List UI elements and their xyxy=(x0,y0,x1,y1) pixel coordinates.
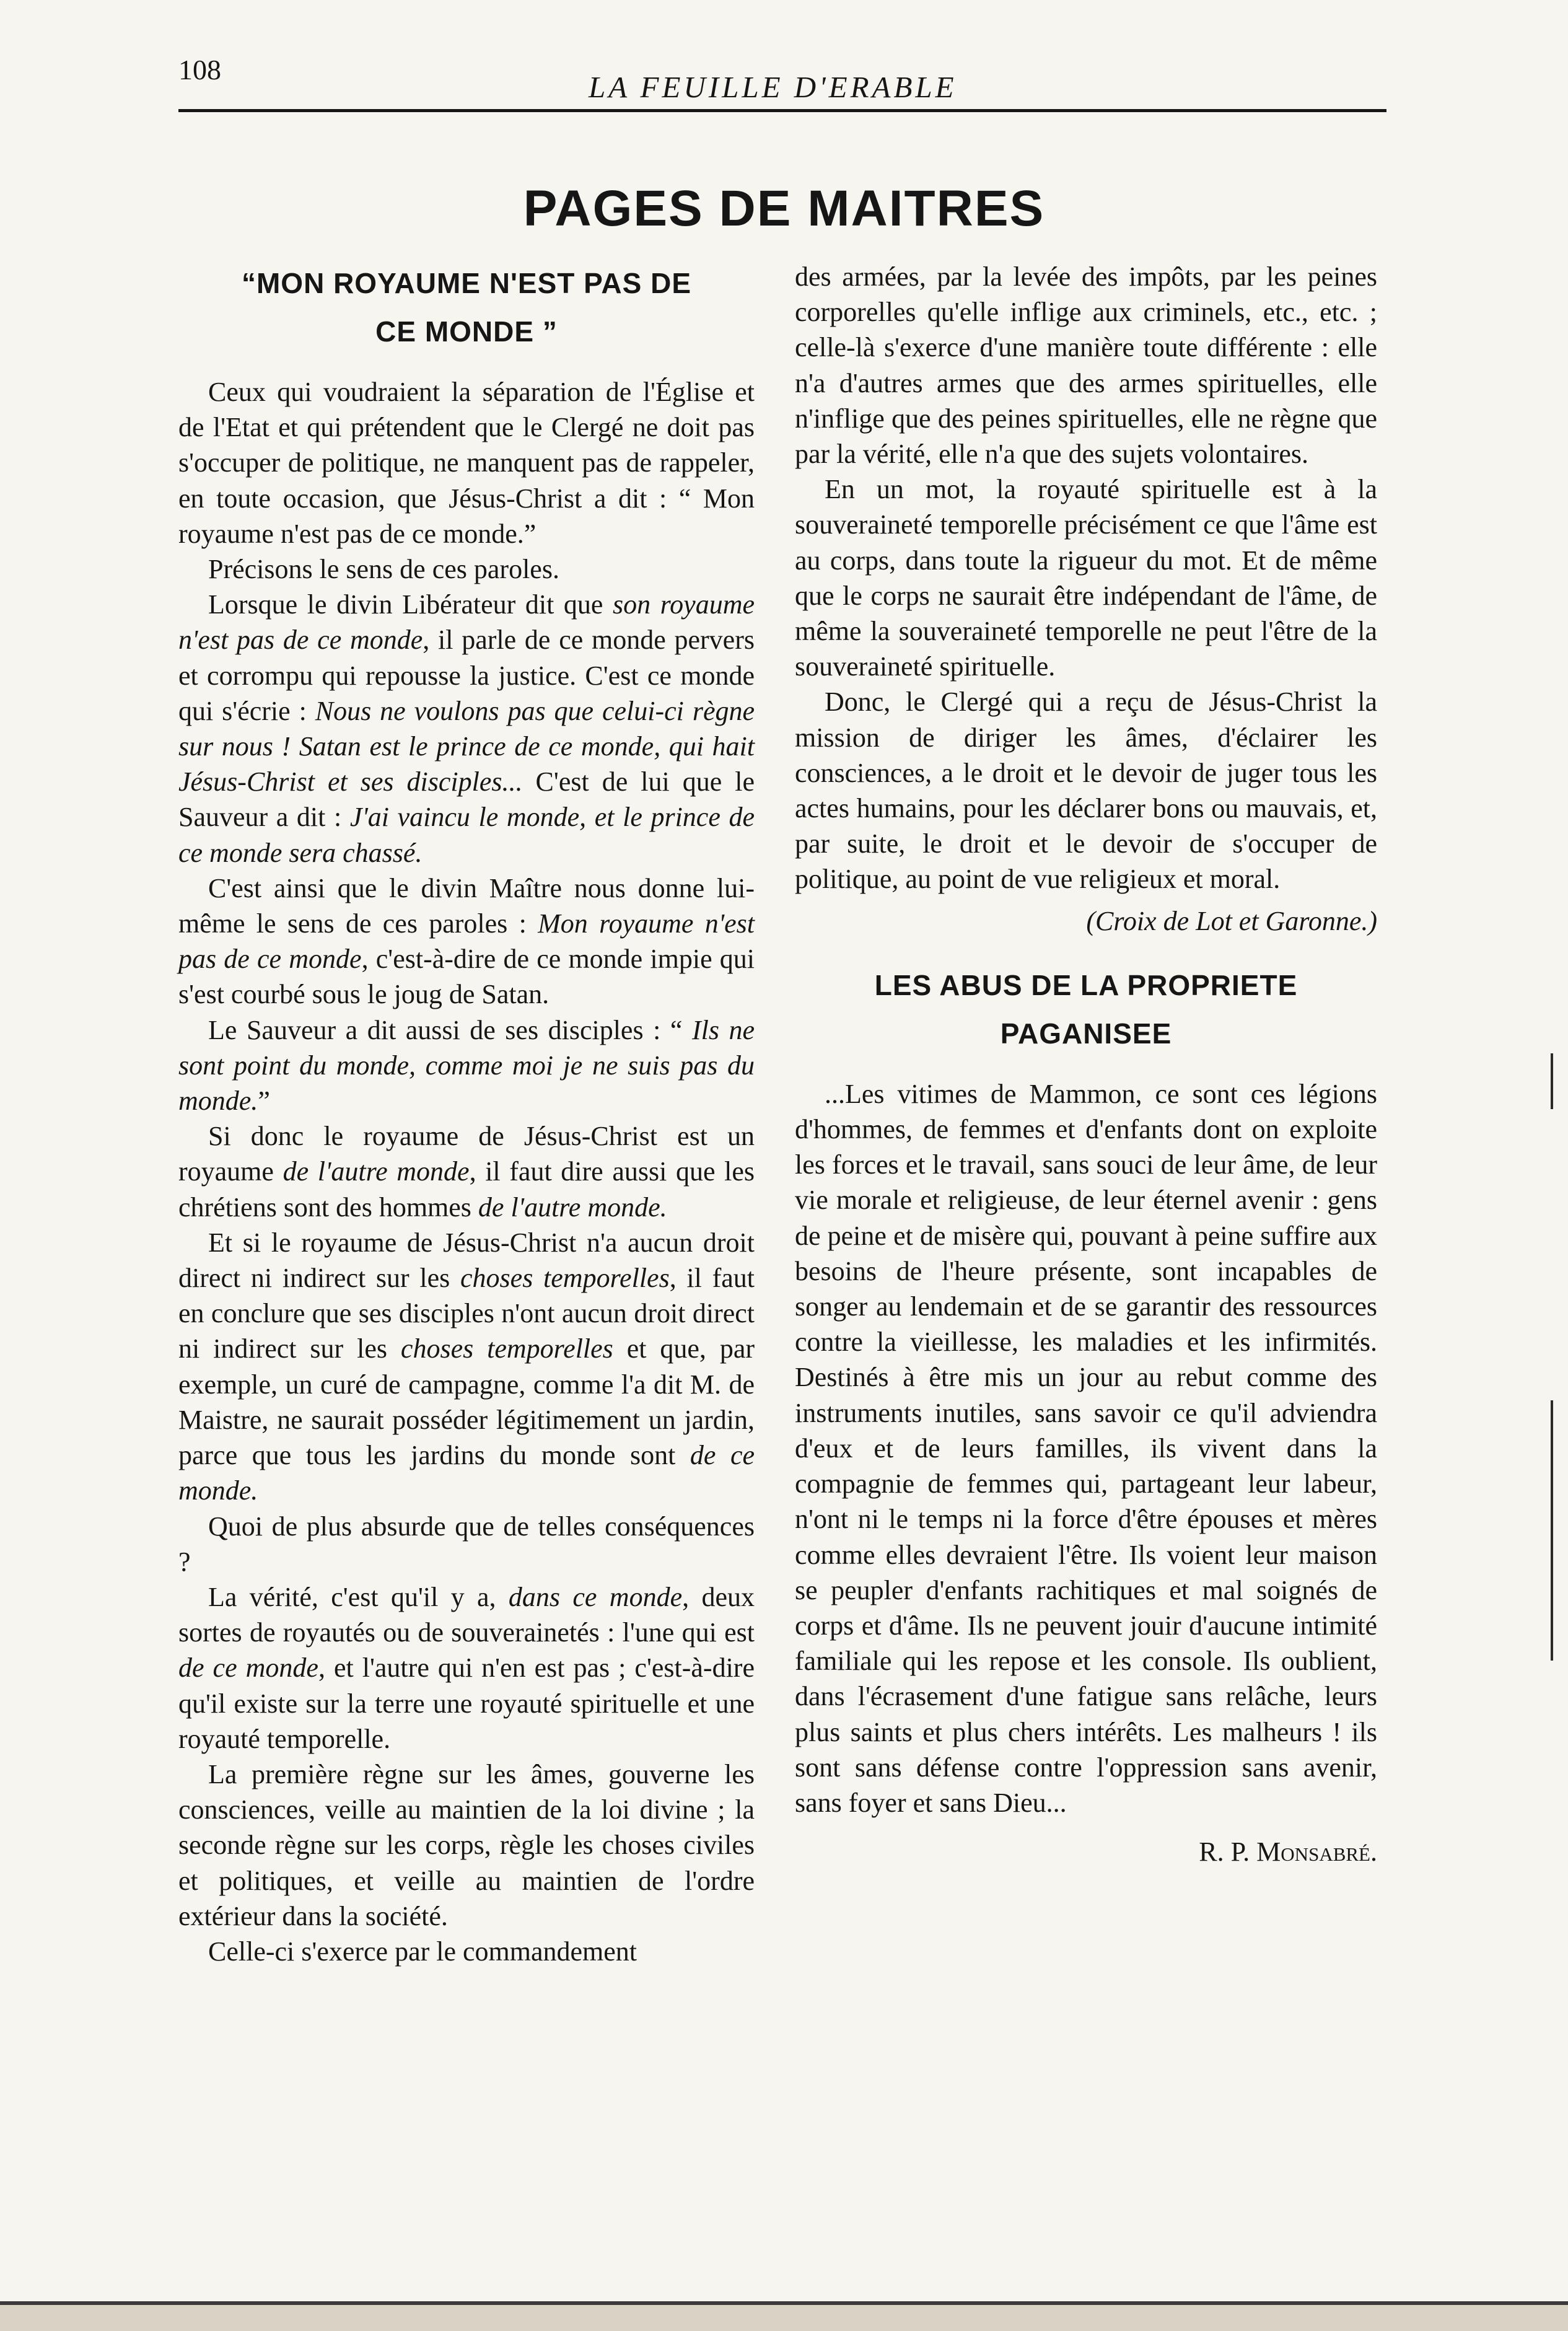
author-signature: R. P. Monsabré. xyxy=(1199,1837,1377,1868)
bottom-edge-strip xyxy=(0,2301,1568,2331)
text-run: ” xyxy=(258,1086,270,1117)
page-number: 108 xyxy=(178,54,221,86)
header-rule xyxy=(178,109,1386,112)
article-heading xyxy=(795,961,1377,1058)
article-heading-line1: LES ABUS DE LA PROPRIETE xyxy=(874,968,1298,1001)
text-run: , il faut en conclure que ses disciples n'ont aucun droit direct ni indirect sur les xyxy=(178,1263,755,1364)
italic-quote: Nous ne voulons pas que celui-ci règne sur nous ! Satan est le prince de ce monde, qui hait Jésus-Christ et ses disciples... xyxy=(178,695,755,797)
text-run: , c'est-à-dire de ce monde impie qui s'est courbé sous le joug de Satan. xyxy=(178,944,755,1010)
text-run: , et l'autre qui n'en est pas ; c'est-à-dire qu'il existe sur la terre une royauté spirituelle et une royauté temporelle. xyxy=(178,1653,755,1754)
paragraph: Celle-ci s'exerce par le commandement xyxy=(208,1936,637,1967)
text-run: et que, par exemple, un curé de campagne, comme l'a dit M. de Maistre, ne saurait posséder légitimement un jardin, parce que tous les jardins du monde sont xyxy=(178,1333,755,1471)
text-run: Et si le royaume de Jésus-Christ n'a aucun droit direct ni indirect sur les xyxy=(178,1227,755,1294)
paragraph xyxy=(178,1579,755,1757)
paragraph: Donc, le Clergé qui a reçu de Jésus-Christ la mission de diriger les âmes, d'éclairer les consciences, a le droit et le devoir de juger tous les actes humains, pour les déclarer bons ou mauvais, et, par suite, le droit et le devoir de s'occuper de politique, au point de vue religieux et moral. xyxy=(795,687,1377,895)
italic-quote: de ce monde xyxy=(178,1653,318,1683)
italic-quote: de l'autre monde. xyxy=(478,1192,667,1223)
italic-quote: choses temporelles xyxy=(460,1263,670,1294)
text-run: , il faut dire aussi que les chrétiens sont des hommes xyxy=(178,1156,755,1223)
paragraph xyxy=(178,871,755,1012)
italic-quote: de ce monde. xyxy=(178,1440,755,1506)
text-run: Si donc le royaume de Jésus-Christ est un royaume xyxy=(178,1121,755,1187)
text-run: C'est ainsi que le divin Maître nous donne lui-même le sens de ces paroles : xyxy=(178,872,755,939)
italic-quote: son royaume n'est pas de ce monde xyxy=(178,589,755,656)
text-run: La vérité, c'est qu'il y a, xyxy=(208,1581,509,1612)
page-title: PAGES DE MAITRES xyxy=(523,180,1045,237)
source-citation: (Croix de Lot et Garonne.) xyxy=(1086,905,1377,936)
article-heading-line2: CE MONDE ” xyxy=(375,315,558,348)
right-column xyxy=(795,259,1377,1869)
margin-mark xyxy=(1551,1053,1553,1109)
italic-quote: de l'autre monde xyxy=(283,1156,470,1187)
article-heading-line1: “MON ROYAUME N'EST PAS DE xyxy=(241,267,692,299)
paragraph: Précisons le sens de ces paroles. xyxy=(208,554,559,585)
italic-quote: dans ce monde xyxy=(508,1581,683,1612)
text-run: , deux sortes de royautés ou de souverainetés : l'une qui est xyxy=(178,1581,755,1648)
paragraph: ...Les vitimes de Mammon, ce sont ces légions d'hommes, de femmes et d'enfants dont on exploite les forces et le travail, sans souci de leur âme, de leur vie morale et religieuse, de leur éternel avenir : gens de peine et de misère qui, pouvant à peine suffire aux besoins de l'heure présente, sont incapables de songer au lendemain et de se garantir des ressources contre la vieillesse, les maladies et les infirmités. Destinés à être mis un jour au rebut comme des instruments inutiles, sans savoir ce qu'il adviendra d'eux et de leurs familles, ils vivent dans la compagnie de femmes qui, partageant leur labeur, n'ont ni le temps ni la force d'être épouses et mères comme elles devraient l'être. Ils voient leur maison se peupler d'enfants rachitiques et mal soignés de corps et d'âme. Ils ne peuvent jouir d'aucune intimité familiale qui les repose et les console. Ils oublient, dans l'écrasement d'une fatigue sans relâche, leurs plus saints et plus chers intérêts. Les malheurs ! ils sont sans défense contre l'oppression sans avenir, sans foyer et sans Dieu... xyxy=(795,1078,1377,1818)
paragraph: des armées, par la levée des impôts, par les peines corporelles qu'elle inflige aux criminels, etc., etc. ; celle-là s'exerce d'une manière toute différente : elle n'a d'autres armes que des armes spirituelles, elle n'inflige que des peines spirituelles, elle ne règne que par la vérité, elle n'a que des sujets volontaires. xyxy=(795,261,1377,470)
paragraph xyxy=(178,587,755,871)
margin-mark xyxy=(1551,1400,1553,1661)
left-column xyxy=(178,259,755,1969)
paragraph: En un mot, la royauté spirituelle est à la souveraineté temporelle précisément ce que l'âme est au corps, dans toute la rigueur du mot. Et de même que le corps ne saurait être indépendant de l'âme, de même la souveraineté temporelle ne peut l'être de la souveraineté spirituelle. xyxy=(795,474,1377,682)
italic-quote: choses temporelles xyxy=(400,1333,613,1364)
paragraph: Ceux qui voudraient la séparation de l'Église et de l'Etat et qui prétendent que le Clergé ne doit pas s'occuper de politique, ne manquent pas de rappeler, en toute occasion, que Jésus-Christ a dit : “ Mon royaume n'est pas de ce monde.” xyxy=(178,377,755,549)
text-run: Lorsque le divin Libérateur dit que xyxy=(208,589,613,620)
paragraph xyxy=(178,1225,755,1509)
paragraph xyxy=(178,1118,755,1225)
article-heading-line2: PAGANISEE xyxy=(1000,1017,1172,1050)
italic-quote: J'ai vaincu le monde, et le prince de ce monde sera chassé. xyxy=(178,802,755,868)
running-title: LA FEUILLE D'ERABLE xyxy=(589,70,957,104)
article-heading xyxy=(178,259,755,356)
text-run: Le Sauveur a dit aussi de ses disciples : “ xyxy=(208,1014,692,1045)
text-run: , il parle de ce monde pervers et corrompu qui repousse la justice. C'est ce monde qui s'écrie : xyxy=(178,625,755,726)
italic-quote: Ils ne sont point du monde, comme moi je ne suis pas du monde. xyxy=(178,1014,755,1117)
text-run: C'est de lui que le Sauveur a dit : xyxy=(178,766,755,833)
paragraph: La première règne sur les âmes, gouverne les consciences, veille au maintien de la loi divine ; la seconde règne sur les corps, règle les choses civiles et politiques, et veille au maintien de l'ordre extérieur dans la société. xyxy=(178,1758,755,1931)
paragraph: Quoi de plus absurde que de telles conséquences ? xyxy=(178,1511,755,1577)
italic-quote: Mon royaume n'est pas de ce monde xyxy=(178,908,755,975)
paragraph xyxy=(178,1012,755,1119)
